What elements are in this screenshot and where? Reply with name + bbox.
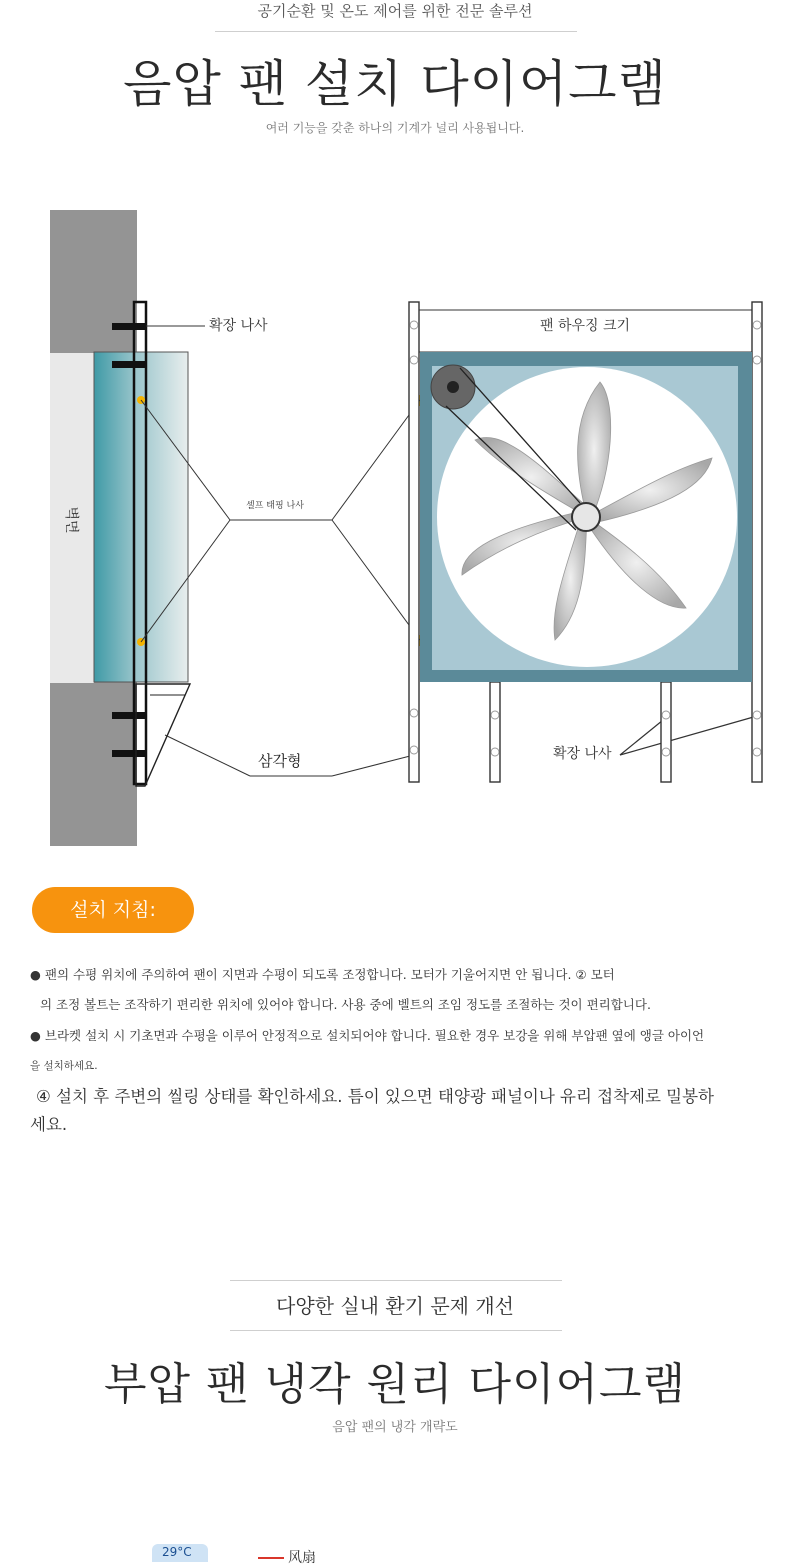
- bolt: [112, 712, 146, 719]
- instruction-line: 세요.: [30, 1115, 68, 1134]
- frame-post: [490, 682, 500, 782]
- expansion-screw-label-bottom: 확장 나사: [553, 746, 612, 762]
- frame-post: [409, 302, 419, 782]
- wall-label: 벽면: [63, 506, 79, 534]
- header-divider: [215, 31, 577, 32]
- header-tagline: 공기순환 및 온도 제어를 위한 전문 솔루션: [257, 2, 533, 20]
- instruction-line: 의 조정 볼트는 조작하기 편리한 위치에 있어야 합니다. 사용 중에 벨트의 조임 정도를 조절하는 것이 편리합니다.: [40, 997, 651, 1012]
- frame-post: [752, 302, 762, 782]
- instruction-line: 을 설치하세요.: [30, 1060, 98, 1072]
- instruction-line: ● 팬의 수평 위치에 주의하여 팬이 지면과 수평이 되도록 조정합니다. 모터가 기울어지면 안 됩니다. ② 모터: [30, 967, 615, 982]
- installation-diagram: [0, 200, 790, 860]
- page-subtitle: 여러 기능을 갖춘 하나의 기계가 널리 사용됩니다.: [265, 121, 525, 135]
- page-title: 음압 팬 설치 다이어그램: [123, 55, 667, 113]
- bolt: [112, 750, 146, 757]
- bolt: [112, 361, 146, 368]
- section2-divider-top: [230, 1280, 562, 1281]
- section2-subtitle: 음압 팬의 냉각 개략도: [332, 1420, 458, 1435]
- section2-tagline: 다양한 실내 환기 문제 개선: [276, 1294, 514, 1318]
- section2-title: 부압 팬 냉각 원리 다이어그램: [104, 1359, 686, 1410]
- fan-hub: [572, 503, 600, 531]
- frame-post: [661, 682, 671, 782]
- instruction-line: ④ 설치 후 주변의 씰링 상태를 확인하세요. 틈이 있으면 태양광 패널이나 유리 접착제로 밀봉하: [36, 1087, 714, 1106]
- wind-label: 风扇: [288, 1550, 316, 1566]
- section2-divider-bottom: [230, 1330, 562, 1331]
- bolt: [112, 323, 146, 330]
- triangle-label: 삼각형: [258, 752, 302, 770]
- instruction-line: ● 브라켓 설치 시 기초면과 수평을 이루어 안정적으로 설치되어야 합니다. 필요한 경우 보강을 위해 부압팬 옆에 앵글 아이언: [30, 1028, 705, 1043]
- triangle-bracket: [136, 684, 190, 786]
- legend-line: [258, 1557, 284, 1559]
- fan-housing-size-label: 팬 하우징 크기: [539, 318, 631, 334]
- instructions-badge: 설치 지침:: [32, 887, 194, 933]
- temperature-label: 29°C: [162, 1545, 192, 1559]
- self-tapping-screw-label: 셀프 태핑 나사: [246, 501, 304, 511]
- expansion-screw-label-top: 확장 나사: [209, 318, 268, 334]
